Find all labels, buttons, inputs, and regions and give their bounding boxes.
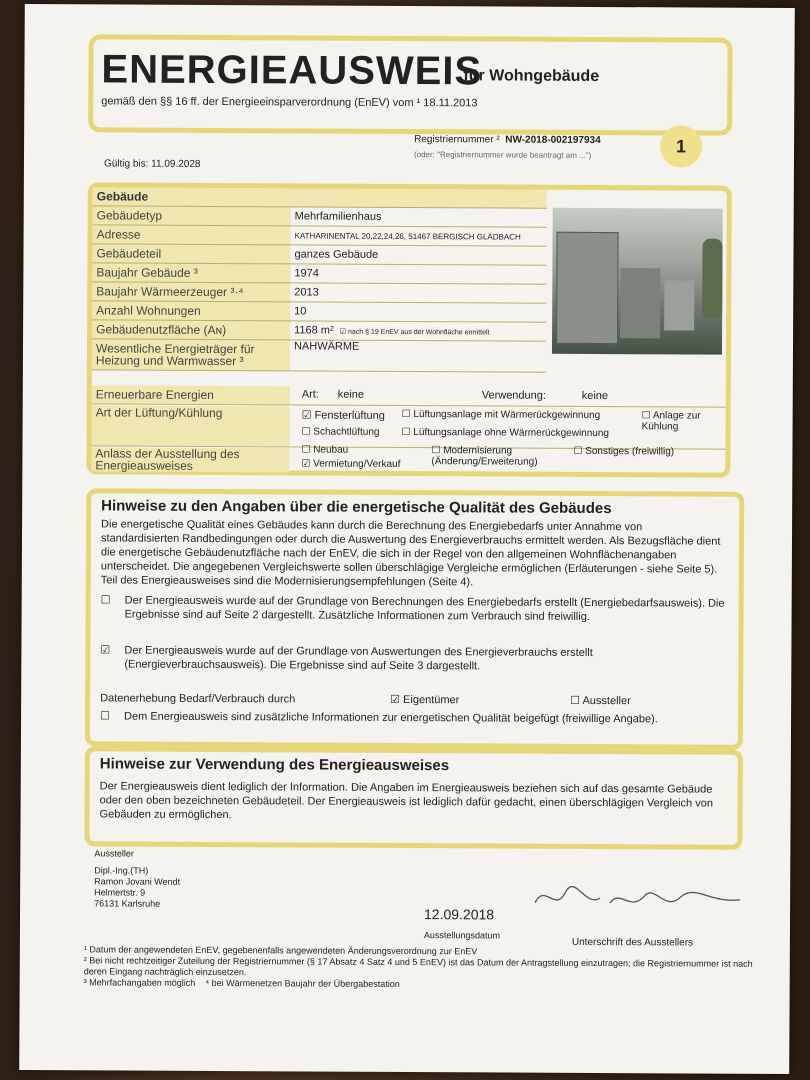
footnotes: ¹ Datum der angewendeten EnEV, gegebenenfalls angewendeten Änderungsverordnung zur EnEV ² Bei nicht rechtzeitiger Zuteilung der Registriernummer (§ 17 Absatz 4 Satz 4 und 5 EnEV) ist das Datum der Antragstellung einzutragen; die Registriernummer ist nach deren Eingang nachträglich einzusetzen. ³ Mehrfachangaben möglich ⁴ bei Wärmenetzen Baujahr der Übergabestation: [83, 944, 753, 989]
checkbox-shaft-vent[interactable]: ☐ Schachtlüftung: [301, 426, 380, 438]
document-page: [19, 4, 795, 1074]
reg-note: (oder: "Registriernummer wurde beantragt am ..."): [413, 150, 592, 160]
option-extra-info: ☐ Dem Energieausweis sind zusätzliche Informationen zur energetischen Qualität beigefügt (freiwillige Angabe).: [100, 710, 658, 726]
page-number-badge: 1: [660, 125, 702, 167]
option-demand: ☐ Der Energieausweis wurde auf der Grundlage von Berechnungen des Energiebedarfs erstellt (Energiebedarfsausweis). Die Ergebnisse sind auf Seite 2 dargestellt. Zusätzliche Informationen zum Verbrauch sind freiwillig.: [100, 594, 725, 623]
table-row: Gebäudenutzfläche (Aɴ) 1168 m² ☑ nach § 19 EnEV aus der Wohnfläche ermittelt: [92, 320, 546, 341]
usage-notes-text: Der Energieausweis dient lediglich der Information. Die Angaben im Energieausweis beziehen sich auf das gesamte Gebäude oder den oben bezeichneten Gebäudeteil. Der Energieausweis ist lediglich dafür gedacht, einen überschlägigen Vergleich von Gebäuden zu ermöglichen.: [99, 780, 714, 822]
issuer-block: Aussteller Dipl.-Ing.(TH) Ramon Jovani Wendt Helmertstr. 9 76131 Karlsruhe: [94, 848, 181, 909]
table-row: Gebäudeteil ganzes Gebäude: [92, 244, 546, 265]
reg-label: Registriernummer ²: [414, 134, 500, 146]
quality-notes-section: [85, 488, 744, 749]
checkbox-owner[interactable]: ☑ Eigentümer: [390, 693, 460, 707]
data-collection-row: Datenerhebung Bedarf/Verbrauch durch ☑ Eigentümer ☐ Aussteller: [100, 692, 631, 708]
usage-notes-title: Hinweise zur Verwendung des Energieausweises: [99, 755, 450, 775]
checkbox-modernisation[interactable]: ☐ Modernisierung (Änderung/Erweiterung): [431, 445, 538, 468]
checkbox-extra-info[interactable]: ☐: [100, 710, 110, 723]
quality-notes-title: Hinweise zu den Angaben über die energetische Qualität des Gebäudes: [101, 497, 612, 518]
checkbox-cooling[interactable]: ☐ Anlage zur Kühlung: [641, 410, 701, 433]
valid-until: Gültig bis: 11.09.2028: [103, 158, 201, 170]
checkbox-issuer[interactable]: ☐ Aussteller: [570, 694, 631, 708]
checkbox-rent-sale[interactable]: ☑ Vermietung/Verkauf: [301, 458, 401, 470]
checkbox-other[interactable]: ☐ Sonstiges (freiwillig): [573, 445, 675, 458]
checkbox-vent-heat-recovery[interactable]: ☐ Lüftungsanlage mit Wärmerückgewinnung: [401, 408, 601, 422]
issue-date-label: Ausstellungsdatum: [423, 930, 500, 941]
table-row: Gebäudetyp Mehrfamilienhaus: [93, 206, 547, 227]
signature-icon: [530, 873, 750, 924]
signature-label: Unterschrift des Ausstellers: [571, 936, 694, 949]
table-row: Anzahl Wohnungen 10: [92, 301, 546, 322]
checkbox-window-vent[interactable]: ☑ Fensterlüftung: [301, 409, 385, 422]
table-row: Adresse KATHARINENTAL 20,22,24,26, 51467 BERGISCH GLADBACH: [93, 225, 547, 246]
table-row: Baujahr Gebäude ³ 1974: [92, 263, 546, 284]
checkbox-new-build[interactable]: ☐ Neubau: [301, 444, 349, 456]
registration-number: [414, 134, 601, 146]
checkbox-vent-no-recovery[interactable]: ☐ Lüftungsanlage ohne Wärmerückgewinnung: [401, 426, 610, 440]
title-box: [88, 34, 733, 135]
checkbox-consumption[interactable]: ☑: [100, 644, 111, 657]
usage-notes-section: [84, 746, 743, 849]
building-photo: [552, 208, 723, 355]
checkbox-demand[interactable]: ☐: [100, 594, 111, 607]
renewable-row: Erneuerbare Energien Art: keine Verwendung: keine: [92, 385, 726, 407]
table-row: Baujahr Wärmeerzeuger ³·⁴ 2013: [92, 282, 546, 303]
quality-notes-text: Die energetische Qualität eines Gebäudes kann durch die Berechnung des Energiebedarfs unter Annahme von standardisierten Randbedingungen oder durch die Auswertung des Energieverbrauchs ermittelt werden. Als Bezugsfläche dient die energetische Gebäudenutzfläche nach der EnEV, die sich in der Regel von den allgemeinen Wohnflächenangaben unterscheidet. Die angegebenen Vergleichswerte sollen überschlägige Vergleiche ermöglichen (Erläuterungen - siehe Seite 5). Teil des Energieausweises sind die Modernisierungsempfehlungen (Seite 4).: [100, 518, 721, 589]
issue-date: 12.09.2018: [423, 906, 495, 923]
document-subtitle: für Wohngebäude: [463, 67, 600, 85]
ventilation-row: Art der Lüftung/Kühlung ☑ Fensterlüftung ☐ Lüftungsanlage mit Wärmerückgewinnung ☐ Anlage zur Kühlung ☐ Schachtlüftung ☐ Lüftungsanlage ohne Wärmerückgewinnung: [91, 405, 725, 449]
reason-row: Anlass der Ausstellung des Energieausweises ☐ Neubau ☐ Modernisierung (Änderung/Erweiterung) ☐ Sonstiges (freiwillig) ☑ Vermietung/Verkauf: [91, 447, 725, 472]
building-table: [92, 187, 547, 372]
reg-value: NW-2018-002197934: [505, 134, 601, 147]
option-consumption: ☑ Der Energieausweis wurde auf der Grundlage von Auswertungen des Energieverbrauchs erstellt (Energieverbrauchsausweis). Die Ergebnisse sind auf Seite 3 dargestellt.: [100, 644, 593, 673]
building-header: Gebäude: [93, 187, 547, 208]
building-section: [86, 182, 732, 477]
legal-basis: gemäß den §§ 16 ff. der Energieeinsparverordnung (EnEV) vom ¹ 18.11.2013: [101, 95, 478, 110]
table-row: Wesentliche Energieträger für Heizung und Warmwasser ³ NAHWÄRME: [92, 339, 546, 372]
area-note: ☑ nach § 19 EnEV aus der Wohnfläche ermittelt: [339, 328, 490, 337]
document-title: ENERGIEAUSWEIS: [101, 47, 483, 94]
